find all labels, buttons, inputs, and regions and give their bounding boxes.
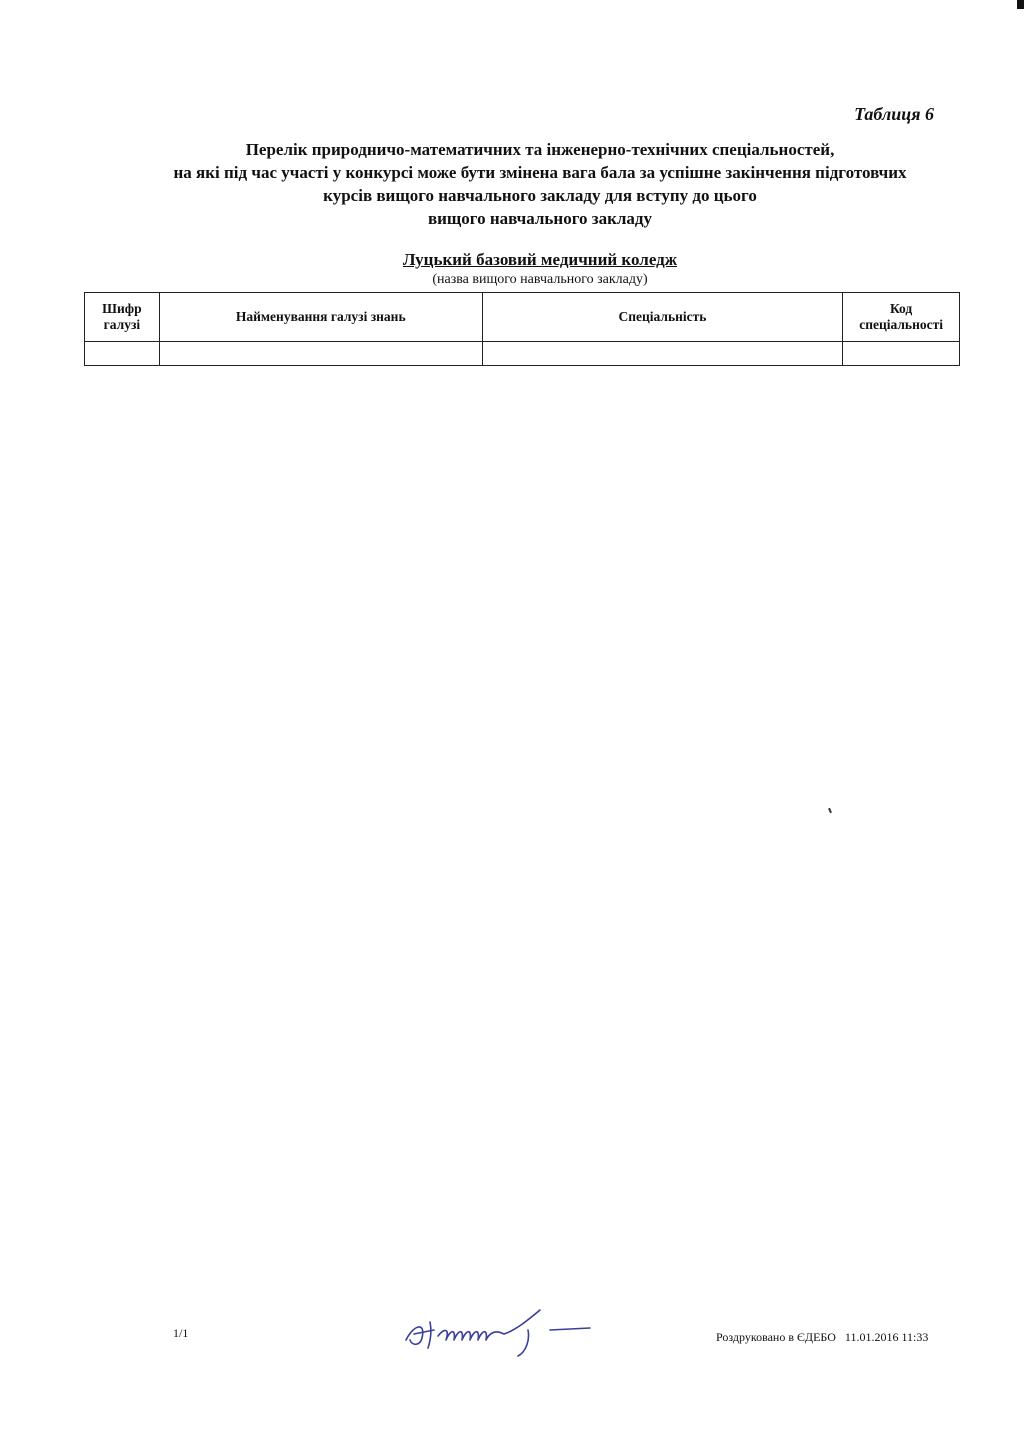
table-cell: [159, 342, 482, 366]
institution-name: [60, 250, 1020, 270]
table-row: [85, 342, 960, 366]
printed-stamp: [716, 1330, 928, 1345]
title-line: вищого навчального закладу: [427, 209, 653, 228]
signature-image: [400, 1300, 600, 1360]
table-header-row: [85, 293, 960, 342]
table-number: Таблиця 6: [854, 104, 934, 124]
scan-mark: [1017, 0, 1024, 9]
header-line: Шифр: [102, 301, 142, 316]
scan-speck: [828, 808, 832, 813]
document-title: [60, 138, 1020, 230]
header-line: Код: [889, 301, 913, 316]
table-cell: [85, 342, 160, 366]
page-number: 1/1: [173, 1326, 189, 1340]
printed-label: Роздруковано в ЄДЕБО: [716, 1330, 836, 1344]
title-line: на які під час участі у конкурсі може бути змінена вага бала за успішне закінчення підготовчих: [173, 163, 907, 182]
title-line: Перелік природничо-математичних та інженерно-технічних спеціальностей,: [245, 140, 835, 159]
header-line: Спеціальність: [618, 309, 707, 324]
printed-datetime: 11.01.2016 11:33: [844, 1330, 929, 1344]
title-line: курсів вищого навчального закладу для вступу до цього: [323, 186, 757, 205]
table-cell: [482, 342, 843, 366]
column-header-specialty-code: [843, 293, 960, 342]
institution-name-text: Луцький базовий медичний коледж: [402, 250, 678, 269]
table-cell: [843, 342, 960, 366]
column-header-branch-code: [85, 293, 160, 342]
column-header-specialty: [482, 293, 843, 342]
header-line: галузі: [103, 317, 141, 332]
institution-caption: (назва вищого навчального закладу): [432, 272, 648, 287]
specialties-table: [84, 292, 960, 366]
header-line: спеціальності: [859, 317, 943, 332]
header-line: Найменування галузі знань: [235, 309, 406, 324]
column-header-branch-name: [159, 293, 482, 342]
